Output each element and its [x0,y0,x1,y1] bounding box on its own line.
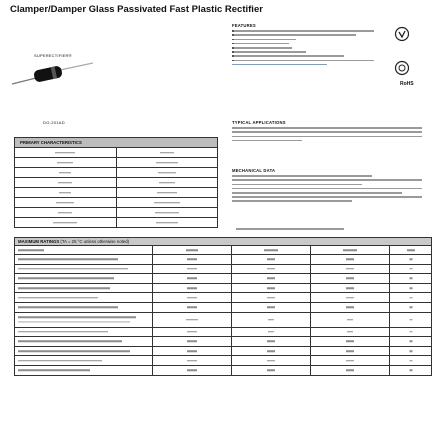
table-cell [15,312,153,327]
applications-heading: TYPICAL APPLICATIONS [232,120,286,125]
page-title: Clamper/Damper Glass Passivated Fast Plastic Rectifier [10,4,263,15]
table-cell [231,356,310,366]
features-text-line [232,47,292,49]
table-row [15,337,432,347]
table-cell [15,255,153,265]
table-cell [116,158,218,168]
table-title [18,239,129,244]
table-row [15,158,218,168]
table-row [15,356,432,366]
table-cell [390,365,432,375]
table-row [15,188,218,198]
table-cell [390,346,432,356]
column-header-cell [15,246,153,255]
table-cell [15,264,153,274]
mechanical-text-line [232,192,402,194]
table-cell [116,218,218,228]
rectifier-part-image [10,60,95,88]
table-header-row [15,238,432,246]
table-row [15,274,432,284]
brand-label: SUPERECTIFIER® [34,53,72,58]
table-cell [231,346,310,356]
table-row [15,346,432,356]
table-cell [15,327,153,337]
table-cell [15,274,153,284]
table-cell [390,312,432,327]
table-row [15,312,432,327]
table-cell [311,356,390,366]
applications-text-line [232,127,422,129]
table-cell [116,168,218,178]
table-cell [311,327,390,337]
table-cell [116,178,218,188]
table-cell [116,198,218,208]
table-cell [311,283,390,293]
table-cell [390,302,432,312]
table-cell [15,337,153,347]
features-heading: FEATURES [232,23,256,28]
table-cell [15,283,153,293]
features-text-line [232,39,296,41]
maximum-ratings-condition: (TA = 25 °C unless otherwise noted) [60,239,130,244]
halogen-free-icon [394,60,410,76]
table-cell [311,365,390,375]
mechanical-text-line [232,196,422,198]
table-row [15,218,218,228]
table-row [15,208,218,218]
table-cell [15,346,153,356]
primary-characteristics-table [14,137,218,228]
features-text-line [232,51,306,53]
maximum-ratings-heading: MAXIMUM RATINGS [18,239,60,244]
table-cell [390,274,432,284]
table-cell [152,346,231,356]
column-header-cell [152,246,231,255]
table-cell [15,188,117,198]
table-cell [231,312,310,327]
table-header-cell [15,138,218,148]
table-title: PRIMARY CHARACTERISTICS [20,140,82,145]
table-cell [15,365,153,375]
applications-text-line [232,140,302,142]
table-cell [390,283,432,293]
table-cell [15,178,117,188]
column-header-cell [390,246,432,255]
table-cell [15,148,117,158]
table-cell [15,218,117,228]
table-cell [231,337,310,347]
table-cell [15,356,153,366]
table-cell [390,264,432,274]
table-row [15,264,432,274]
table-cell [311,293,390,303]
table-header-row [15,138,218,148]
table-cell [231,283,310,293]
table-cell [231,327,310,337]
mechanical-text-line [232,188,422,190]
certification-mark-icon [394,26,410,42]
column-header-cell [231,246,310,255]
package-label: DO-201AD [43,120,65,125]
table-cell [231,365,310,375]
table-row [15,198,218,208]
table-cell [15,293,153,303]
table-cell [152,312,231,327]
table-cell [15,208,117,218]
applications-text-line [232,136,422,138]
table-cell [152,365,231,375]
maximum-ratings-table [14,237,432,376]
table-cell [152,255,231,265]
table-cell [390,255,432,265]
table-cell [152,356,231,366]
table-cell [311,274,390,284]
note-text-line [236,228,344,230]
features-text-line [232,43,289,45]
table-cell [15,302,153,312]
table-row [15,168,218,178]
features-text-line [232,60,374,62]
table-cell [390,337,432,347]
table-row [15,178,218,188]
table-row [15,365,432,375]
certifications [382,26,422,76]
table-cell [390,327,432,337]
table-cell [231,293,310,303]
table-row [15,302,432,312]
features-text-line [232,55,344,57]
table-cell [15,168,117,178]
mechanical-section [232,168,427,203]
table-cell [152,337,231,347]
table-cell [311,302,390,312]
table-cell [152,302,231,312]
table-cell [231,274,310,284]
table-cell [116,208,218,218]
table-row [15,283,432,293]
table-cell [311,264,390,274]
rohs-label: RoHS [400,81,414,87]
column-header-row [15,246,432,255]
table-row [15,148,218,158]
table-cell [152,274,231,284]
table-cell [15,198,117,208]
table-cell [311,312,390,327]
mechanical-text-line [232,179,422,181]
table-cell [116,188,218,198]
mechanical-heading: MECHANICAL DATA [232,168,276,173]
table-row [15,293,432,303]
mechanical-text-line [232,184,362,186]
column-header-cell [311,246,390,255]
features-text-line [232,34,356,36]
table-cell [152,293,231,303]
mechanical-note [236,227,356,231]
table-cell [152,283,231,293]
table-cell [231,302,310,312]
table-cell [152,264,231,274]
table-row [15,327,432,337]
table-cell [311,337,390,347]
applications-section [232,120,427,143]
table-cell [231,264,310,274]
table-row [15,255,432,265]
table-cell [390,356,432,366]
table-cell [390,293,432,303]
table-cell [152,327,231,337]
mechanical-text-line [232,175,372,177]
table-cell [116,148,218,158]
table-cell [311,255,390,265]
applications-text-line [232,131,422,133]
table-cell [231,255,310,265]
features-section [232,23,382,67]
mechanical-text-line [232,200,352,202]
rohs-badge [400,82,414,87]
features-link[interactable] [232,64,327,66]
table-cell [15,158,117,168]
table-cell [311,346,390,356]
table-header-cell [15,238,432,246]
features-text-line [232,30,374,32]
